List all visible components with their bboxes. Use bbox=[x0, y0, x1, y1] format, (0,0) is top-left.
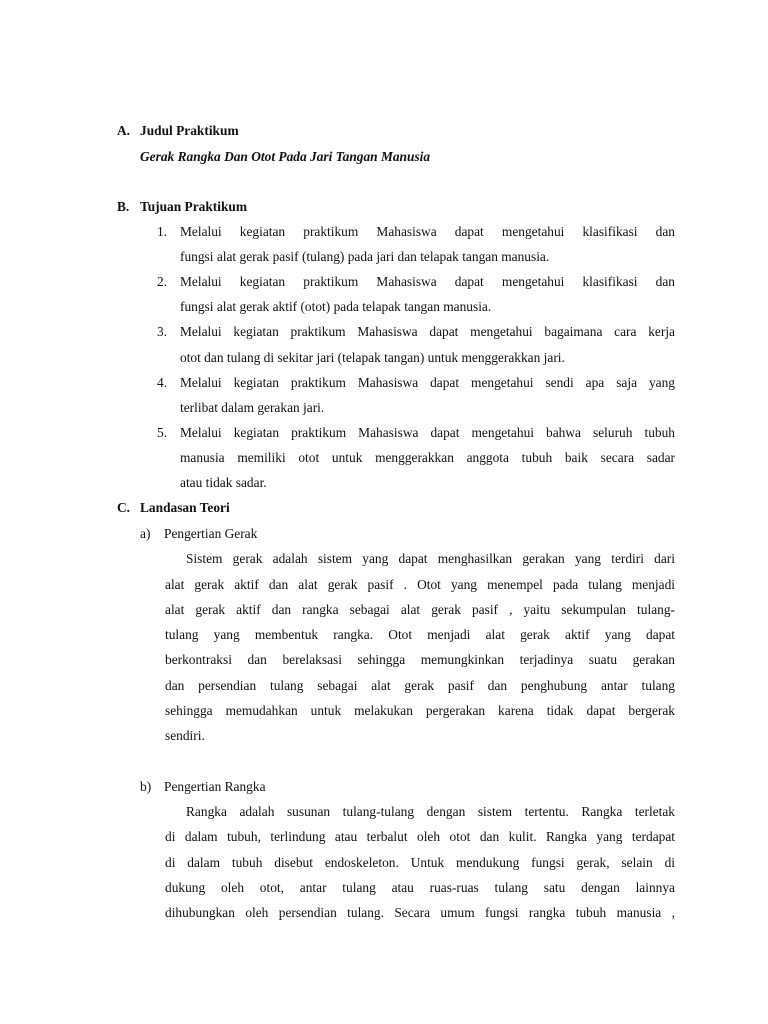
objective-line: Melalui kegiatan praktikum Mahasiswa dapat mengetahui klasifikasi dan bbox=[180, 224, 675, 239]
objective-line: manusia memiliki otot untuk menggerakkan anggota tubuh baik secara sadar bbox=[180, 450, 675, 465]
objective-number: 1. bbox=[157, 224, 168, 239]
objective-line: Melalui kegiatan praktikum Mahasiswa dapat mengetahui bagaimana cara kerja bbox=[180, 324, 675, 339]
paragraph-line: di dalam tubuh disebut endoskeleton. Untuk mendukung fungsi gerak, selain di bbox=[165, 855, 675, 870]
objective-number: 4. bbox=[157, 375, 168, 390]
paragraph-line: dan persendian tulang sebagai alat gerak pasif dan penghubung antar tulang bbox=[165, 678, 675, 693]
paragraph-line: di dalam tubuh, terlindung atau terbalut oleh otot dan kulit. Rangka yang terdapat bbox=[165, 829, 675, 844]
subsection-heading: Pengertian Gerak bbox=[164, 526, 258, 541]
objective-line: Melalui kegiatan praktikum Mahasiswa dapat mengetahui bahwa seluruh tubuh bbox=[180, 425, 675, 440]
paragraph-line: berkontraksi dan berelaksasi sehingga memungkinkan terjadinya suatu gerakan bbox=[165, 652, 675, 667]
section-a-letter: A. bbox=[117, 123, 131, 138]
objective-line: atau tidak sadar. bbox=[180, 475, 267, 490]
objective-number: 3. bbox=[157, 324, 168, 339]
paragraph-line: tulang yang membentuk rangka. Otot menjadi alat gerak aktif yang dapat bbox=[165, 627, 675, 642]
paragraph-line: sehingga memudahkan untuk melakukan pergerakan karena tidak dapat bergerak bbox=[165, 703, 675, 718]
paragraph-line: dihubungkan oleh persendian tulang. Secara umum fungsi rangka tubuh manusia , bbox=[165, 905, 675, 920]
objective-line: fungsi alat gerak pasif (tulang) pada jari dan telapak tangan manusia. bbox=[180, 249, 550, 264]
objective-line: otot dan tulang di sekitar jari (telapak tangan) untuk menggerakkan jari. bbox=[180, 350, 565, 365]
subsection-label: b) bbox=[140, 779, 152, 794]
subsection-label: a) bbox=[140, 526, 151, 541]
objective-line: terlibat dalam gerakan jari. bbox=[180, 400, 325, 415]
objective-line: fungsi alat gerak aktif (otot) pada telapak tangan manusia. bbox=[180, 299, 492, 314]
section-b-heading: Tujuan Praktikum bbox=[140, 199, 248, 214]
section-b-letter: B. bbox=[117, 199, 130, 214]
section-c-letter: C. bbox=[117, 500, 131, 515]
paragraph-line: alat gerak aktif dan alat gerak pasif . Otot yang menempel pada tulang menjadi bbox=[165, 577, 675, 592]
paragraph-line: alat gerak aktif dan rangka sebagai alat gerak pasif , yaitu sekumpulan tulang- bbox=[165, 602, 675, 617]
section-a-heading: Judul Praktikum bbox=[140, 123, 239, 138]
paragraph-line: dukung oleh otot, antar tulang atau ruas-ruas tulang satu dengan lainnya bbox=[165, 880, 675, 895]
objective-line: Melalui kegiatan praktikum Mahasiswa dapat mengetahui klasifikasi dan bbox=[180, 274, 675, 289]
paragraph-line: sendiri. bbox=[165, 728, 205, 743]
objective-number: 2. bbox=[157, 274, 168, 289]
section-c-heading: Landasan Teori bbox=[140, 500, 230, 515]
objective-line: Melalui kegiatan praktikum Mahasiswa dapat mengetahui sendi apa saja yang bbox=[180, 375, 675, 390]
paragraph-line: Sistem gerak adalah sistem yang dapat menghasilkan gerakan yang terdiri dari bbox=[186, 551, 675, 566]
paragraph-line: Rangka adalah susunan tulang-tulang dengan sistem tertentu. Rangka terletak bbox=[186, 804, 675, 819]
practicum-title: Gerak Rangka Dan Otot Pada Jari Tangan Manusia bbox=[140, 149, 431, 164]
subsection-heading: Pengertian Rangka bbox=[164, 779, 266, 794]
objective-number: 5. bbox=[157, 425, 168, 440]
